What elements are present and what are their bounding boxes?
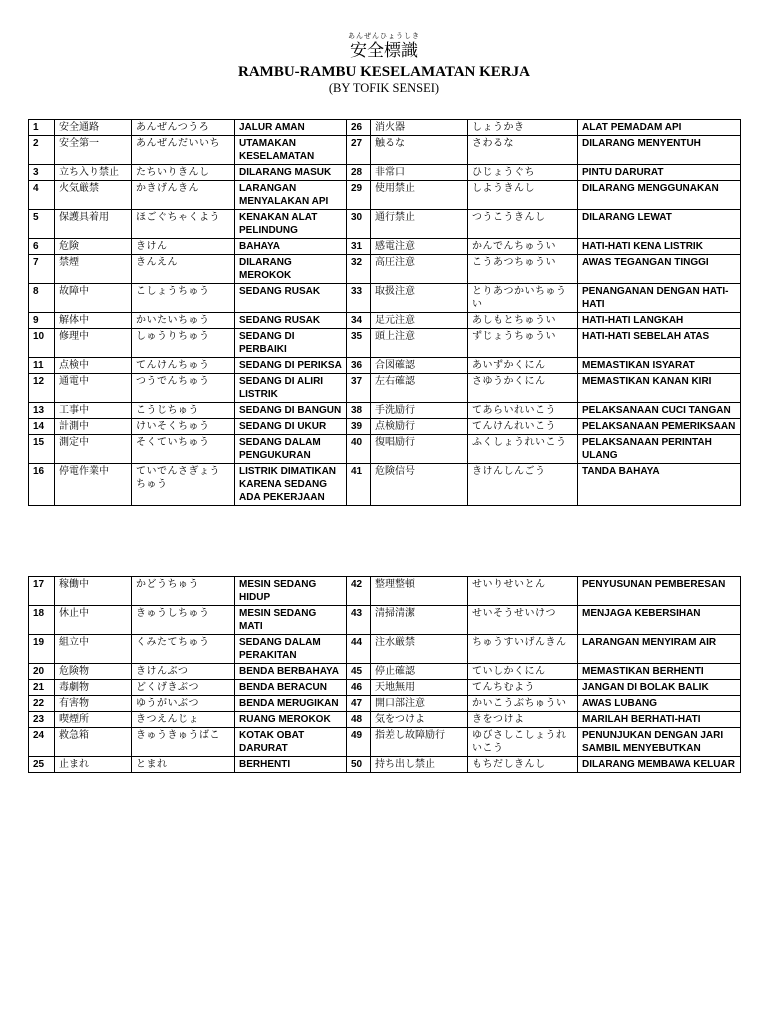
sign-number: 36 [347,358,371,374]
sign-reading: もちだしきんし [468,757,578,773]
table-row [29,358,741,374]
sign-number: 17 [29,577,55,606]
sign-meaning: LISTRIK DIMATIKAN KARENA SEDANG ADA PEKERJAAN [235,464,347,506]
sign-reading: そくていちゅう [132,435,235,464]
sign-kanji: 有害物 [55,696,132,712]
sign-kanji: 保護具着用 [55,210,132,239]
sign-reading: かんでんちゅうい [468,239,578,255]
sign-reading: てあらいれいこう [468,403,578,419]
sign-meaning: HATI-HATI SEBELAH ATAS [578,329,741,358]
sign-kanji: 故障中 [55,284,132,313]
sign-meaning: MENJAGA KEBERSIHAN [578,606,741,635]
sign-meaning: DILARANG MEROKOK [235,255,347,284]
sign-number: 15 [29,435,55,464]
sign-reading: ゆびさしこしょうれいこう [468,728,578,757]
table-row [29,181,741,210]
sign-kanji: 触るな [371,136,468,165]
sign-reading: かきげんきん [132,181,235,210]
page-subtitle: (BY TOFIK SENSEI) [328,81,440,95]
sign-meaning: SEDANG DI PERBAIKI [235,329,347,358]
sign-number: 46 [347,680,371,696]
sign-number: 12 [29,374,55,403]
sign-meaning: LARANGAN MENYIRAM AIR [578,635,741,664]
japanese-title: 安全標識 [350,41,418,61]
sign-number: 28 [347,165,371,181]
sign-meaning: SEDANG DALAM PERAKITAN [235,635,347,664]
sign-reading: きをつけよ [468,712,578,728]
sign-reading: さゆうかくにん [468,374,578,403]
sign-number: 49 [347,728,371,757]
sign-meaning: SEDANG DI ALIRI LISTRIK [235,374,347,403]
sign-number: 30 [347,210,371,239]
sign-kanji: 救急箱 [55,728,132,757]
sign-kanji: 合図確認 [371,358,468,374]
sign-number: 48 [347,712,371,728]
sign-number: 35 [347,329,371,358]
sign-number: 14 [29,419,55,435]
sign-number: 20 [29,664,55,680]
sign-number: 4 [29,181,55,210]
sign-meaning: DILARANG MEMBAWA KELUAR [578,757,741,773]
sign-reading: とまれ [132,757,235,773]
sign-kanji: 解体中 [55,313,132,329]
table-row [29,464,741,506]
sign-number: 23 [29,712,55,728]
sign-reading: きつえんじょ [132,712,235,728]
sign-reading: こうあつちゅうい [468,255,578,284]
sign-kanji: 非常口 [371,165,468,181]
sign-number: 21 [29,680,55,696]
sign-kanji: 計測中 [55,419,132,435]
sign-kanji: 停止確認 [371,664,468,680]
sign-meaning: AWAS LUBANG [578,696,741,712]
sign-reading: ふくしょうれいこう [468,435,578,464]
sign-number: 50 [347,757,371,773]
sign-number: 33 [347,284,371,313]
sign-meaning: BENDA BERBAHAYA [235,664,347,680]
sign-kanji: 気をつけよ [371,712,468,728]
sign-kanji: 立ち入り禁止 [55,165,132,181]
sign-meaning: PENUNJUKAN DENGAN JARI SAMBIL MENYEBUTKAN [578,728,741,757]
sign-number: 7 [29,255,55,284]
sign-reading: ひじょうぐち [468,165,578,181]
sign-number: 5 [29,210,55,239]
sign-number: 19 [29,635,55,664]
sign-kanji: 持ち出し禁止 [371,757,468,773]
sign-kanji: 注水厳禁 [371,635,468,664]
sign-number: 26 [347,120,371,136]
sign-kanji: 天地無用 [371,680,468,696]
safety-signs-table-1 [28,119,741,506]
sign-meaning: PELAKSANAAN PEMERIKSAAN [578,419,741,435]
sign-number: 16 [29,464,55,506]
sign-reading: あいずかくにん [468,358,578,374]
sign-kanji: 喫煙所 [55,712,132,728]
sign-reading: きけん [132,239,235,255]
sign-meaning: BERHENTI [235,757,347,773]
sign-reading: しようきんし [468,181,578,210]
sign-kanji: 足元注意 [371,313,468,329]
sign-kanji: 感電注意 [371,239,468,255]
sign-number: 27 [347,136,371,165]
sign-kanji: 指差し故障励行 [371,728,468,757]
sign-meaning: MESIN SEDANG MATI [235,606,347,635]
sign-kanji: 休止中 [55,606,132,635]
sign-kanji: 点検中 [55,358,132,374]
sign-meaning: PENYUSUNAN PEMBERESAN [578,577,741,606]
sign-reading: せいそうせいけつ [468,606,578,635]
sign-number: 11 [29,358,55,374]
sign-number: 18 [29,606,55,635]
sign-reading: あんぜんだいいち [132,136,235,165]
table-row [29,403,741,419]
sign-reading: こうじちゅう [132,403,235,419]
table-row [29,712,741,728]
sign-meaning: LARANGAN MENYALAKAN API [235,181,347,210]
document-header [0,32,768,96]
table-row [29,210,741,239]
sign-kanji: 工事中 [55,403,132,419]
table-row [29,680,741,696]
table-row [29,635,741,664]
sign-number: 2 [29,136,55,165]
sign-number: 25 [29,757,55,773]
sign-meaning: MESIN SEDANG HIDUP [235,577,347,606]
sign-meaning: TANDA BAHAYA [578,464,741,506]
sign-meaning: AWAS TEGANGAN TINGGI [578,255,741,284]
sign-reading: しゅうりちゅう [132,329,235,358]
sign-reading: かどうちゅう [132,577,235,606]
sign-meaning: DILARANG MENYENTUH [578,136,741,165]
sign-number: 10 [29,329,55,358]
sign-meaning: KENAKAN ALAT PELINDUNG [235,210,347,239]
sign-reading: てんけんちゅう [132,358,235,374]
sign-meaning: KOTAK OBAT DARURAT [235,728,347,757]
sign-reading: ゆうがいぶつ [132,696,235,712]
sign-kanji: 頭上注意 [371,329,468,358]
sign-number: 13 [29,403,55,419]
sign-number: 8 [29,284,55,313]
page-title: RAMBU-RAMBU KESELAMATAN KERJA [238,64,530,80]
sign-meaning: BENDA BERACUN [235,680,347,696]
sign-number: 44 [347,635,371,664]
sign-reading: あんぜんつうろ [132,120,235,136]
sign-meaning: SEDANG DI BANGUN [235,403,347,419]
title-furigana: あんぜんひょうしき [348,32,420,40]
sign-reading: しょうかき [468,120,578,136]
sign-kanji: 禁煙 [55,255,132,284]
sign-reading: たちいりきんし [132,165,235,181]
sign-number: 1 [29,120,55,136]
sign-meaning: DILARANG MASUK [235,165,347,181]
sign-meaning: HATI-HATI KENA LISTRIK [578,239,741,255]
sign-reading: ていでんさぎょうちゅう [132,464,235,506]
table-row [29,313,741,329]
sign-kanji: 点検励行 [371,419,468,435]
sign-reading: こしょうちゅう [132,284,235,313]
sign-meaning: PELAKSANAAN PERINTAH ULANG [578,435,741,464]
sign-number: 45 [347,664,371,680]
table-row [29,329,741,358]
sign-reading: かいたいちゅう [132,313,235,329]
sign-reading: きけんしんごう [468,464,578,506]
sign-meaning: DILARANG LEWAT [578,210,741,239]
table-row [29,577,741,606]
sign-kanji: 消火器 [371,120,468,136]
sign-meaning: PINTU DARURAT [578,165,741,181]
sign-meaning: PELAKSANAAN CUCI TANGAN [578,403,741,419]
table-row [29,419,741,435]
table-row [29,664,741,680]
sign-reading: つうでんちゅう [132,374,235,403]
sign-meaning: SEDANG RUSAK [235,284,347,313]
table-row [29,435,741,464]
table-row [29,239,741,255]
sign-number: 32 [347,255,371,284]
sign-meaning: SEDANG DALAM PENGUKURAN [235,435,347,464]
sign-reading: ずじょうちゅうい [468,329,578,358]
sign-kanji: 清掃清潔 [371,606,468,635]
sign-number: 34 [347,313,371,329]
sign-reading: けいそくちゅう [132,419,235,435]
sign-number: 42 [347,577,371,606]
sign-meaning: JALUR AMAN [235,120,347,136]
sign-reading: つうこうきんし [468,210,578,239]
sign-number: 39 [347,419,371,435]
sign-meaning: SEDANG DI PERIKSA [235,358,347,374]
sign-kanji: 整理整頓 [371,577,468,606]
sign-kanji: 通行禁止 [371,210,468,239]
sign-meaning: MEMASTIKAN KANAN KIRI [578,374,741,403]
safety-signs-table-2 [28,576,741,773]
sign-reading: きゅうしちゅう [132,606,235,635]
sign-meaning: JANGAN DI BOLAK BALIK [578,680,741,696]
table-row [29,728,741,757]
sign-kanji: 稼働中 [55,577,132,606]
table-row [29,374,741,403]
sign-kanji: 測定中 [55,435,132,464]
sign-reading: てんちむよう [468,680,578,696]
sign-kanji: 通電中 [55,374,132,403]
sign-kanji: 取扱注意 [371,284,468,313]
sign-kanji: 復唱励行 [371,435,468,464]
sign-kanji: 手洗励行 [371,403,468,419]
sign-number: 6 [29,239,55,255]
sign-kanji: 組立中 [55,635,132,664]
sign-kanji: 毒劇物 [55,680,132,696]
sign-kanji: 開口部注意 [371,696,468,712]
sign-meaning: DILARANG MENGGUNAKAN [578,181,741,210]
sign-kanji: 危険物 [55,664,132,680]
sign-kanji: 止まれ [55,757,132,773]
sign-reading: とりあつかいちゅうい [468,284,578,313]
table-row [29,255,741,284]
table-row [29,757,741,773]
sign-meaning: ALAT PEMADAM API [578,120,741,136]
sign-kanji: 左右確認 [371,374,468,403]
sign-number: 43 [347,606,371,635]
sign-reading: さわるな [468,136,578,165]
sign-kanji: 停電作業中 [55,464,132,506]
sign-reading: かいこうぶちゅうい [468,696,578,712]
sign-meaning: MEMASTIKAN BERHENTI [578,664,741,680]
sign-reading: きけんぶつ [132,664,235,680]
sign-number: 47 [347,696,371,712]
sign-reading: ていしかくにん [468,664,578,680]
sign-kanji: 危険 [55,239,132,255]
sign-kanji: 使用禁止 [371,181,468,210]
sign-kanji: 安全第一 [55,136,132,165]
sign-reading: ほごぐちゃくよう [132,210,235,239]
sign-meaning: UTAMAKAN KESELAMATAN [235,136,347,165]
sign-meaning: RUANG MEROKOK [235,712,347,728]
sign-kanji: 安全通路 [55,120,132,136]
sign-kanji: 修理中 [55,329,132,358]
sign-reading: くみたてちゅう [132,635,235,664]
sign-meaning: MEMASTIKAN ISYARAT [578,358,741,374]
sign-number: 24 [29,728,55,757]
sign-number: 38 [347,403,371,419]
sign-number: 3 [29,165,55,181]
sign-kanji: 危険信号 [371,464,468,506]
sign-meaning: BAHAYA [235,239,347,255]
sign-reading: ちゅうすいげんきん [468,635,578,664]
sign-kanji: 火気厳禁 [55,181,132,210]
sign-meaning: SEDANG DI UKUR [235,419,347,435]
sign-reading: あしもとちゅうい [468,313,578,329]
table-row [29,165,741,181]
sign-number: 31 [347,239,371,255]
table-row [29,284,741,313]
sign-reading: てんけんれいこう [468,419,578,435]
table-row [29,606,741,635]
sign-number: 40 [347,435,371,464]
sign-meaning: SEDANG RUSAK [235,313,347,329]
table-row [29,696,741,712]
sign-meaning: PENANGANAN DENGAN HATI-HATI [578,284,741,313]
sign-number: 37 [347,374,371,403]
sign-reading: きんえん [132,255,235,284]
sign-number: 9 [29,313,55,329]
sign-meaning: HATI-HATI LANGKAH [578,313,741,329]
sign-meaning: BENDA MERUGIKAN [235,696,347,712]
sign-reading: せいりせいとん [468,577,578,606]
sign-meaning: MARILAH BERHATI-HATI [578,712,741,728]
sign-number: 29 [347,181,371,210]
sign-reading: どくげきぶつ [132,680,235,696]
table-row [29,136,741,165]
sign-number: 41 [347,464,371,506]
table-row [29,120,741,136]
sign-kanji: 高圧注意 [371,255,468,284]
sign-reading: きゅうきゅうばこ [132,728,235,757]
sign-number: 22 [29,696,55,712]
